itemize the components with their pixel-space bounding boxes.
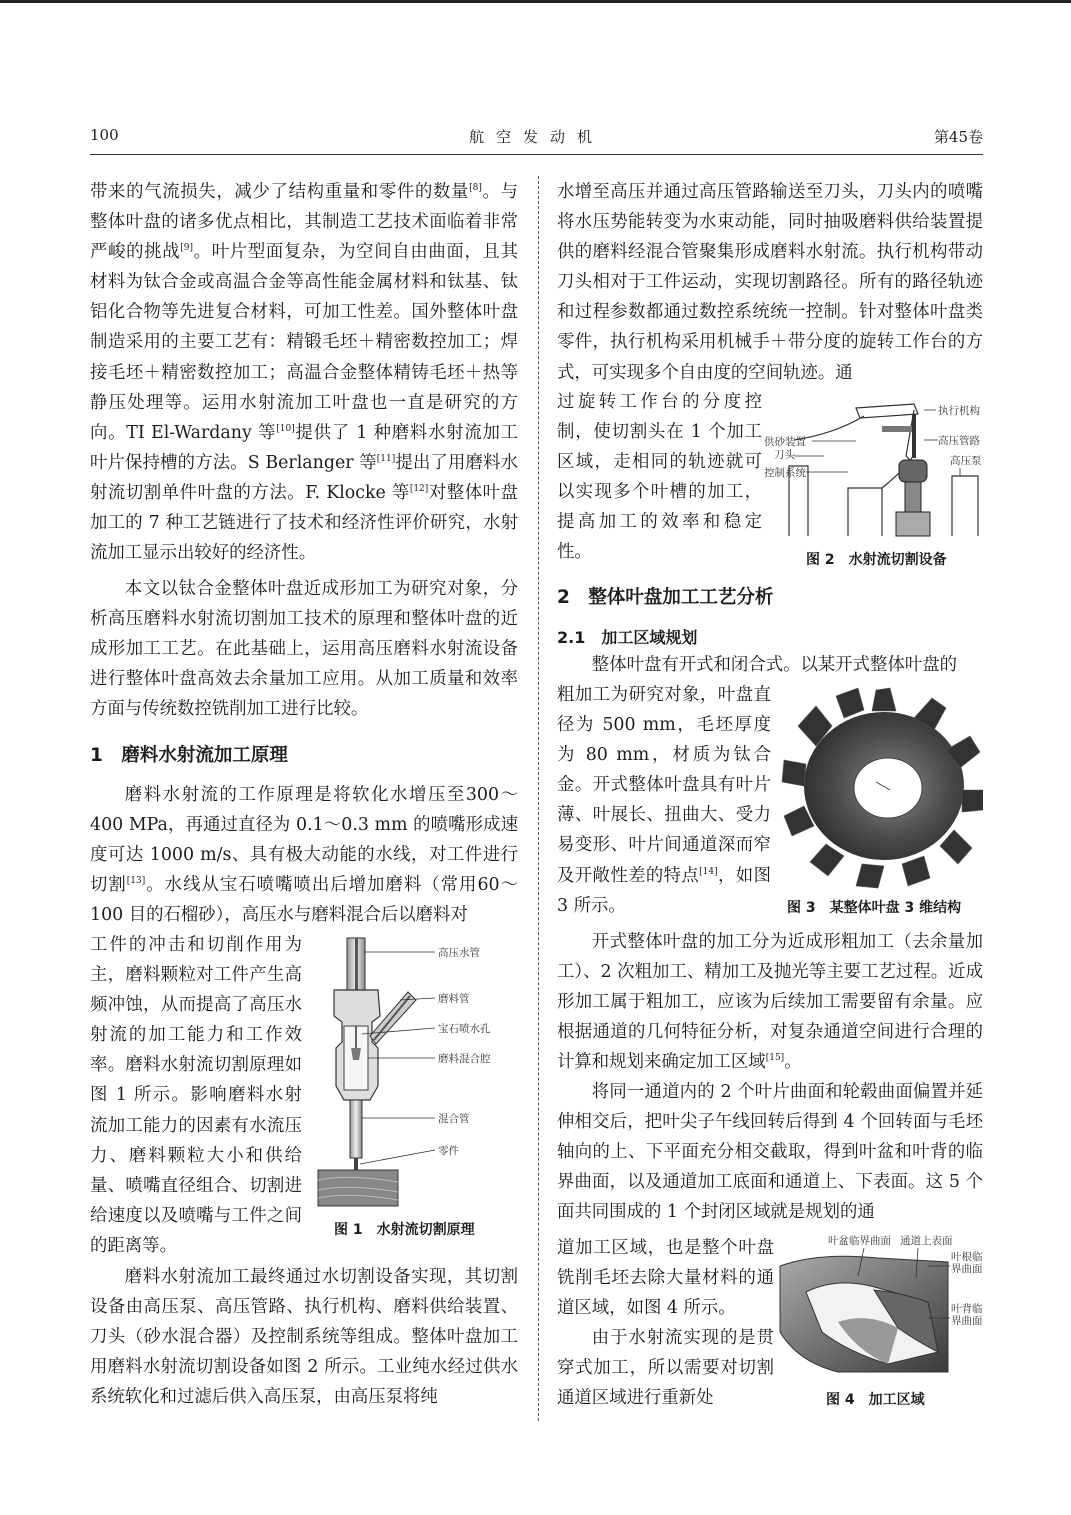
- paragraph-intro-continued: 带来的气流损失，减少了结构重量和零件的数量[8]。与整体叶盘的诸多优点相比，其制造工艺技术面临着非常严峻的挑战[9]。叶片型面复杂，为空间自由曲面，且其材料为钛合金或高温合金等高性能金属材料和钛基、钛铝化合物等先进复合材料，可加工性差。国外整体叶盘制造采用的主要工艺有：精锻毛坯＋精密数控加工；焊接毛坯＋精密数控加工；高温合金整体精铸毛坯＋热等静压处理等。运用水射流加工叶盘也一直是研究的方向。TI El-Wardany 等[10]提供了 1 种磨料水射流加工叶片保持槽的方法。S Berlanger 等[11]提出了用磨料水射流切割单件叶盘的方法。F. Klocke 等[12]对整体叶盘加工的 7 种工艺链进行了技术和经济性评价研究，水射流加工显示出较好的经济性。: [90, 182, 519, 564]
- paragraph-region-definition-wrap: 道加工区域，也是整个叶盘铣削毛坯去除大量材料的通道区域，如图 4 所示。: [557, 1238, 774, 1319]
- fig4-label-root-face: 叶根临界曲面: [951, 1251, 983, 1275]
- paragraph-through-cut: 由于水射流实现的是贯穿式加工，所以需要对切割通道区域进行重新处: [557, 1328, 774, 1409]
- header-rule: [90, 154, 983, 155]
- fig1-label-abrasive-pipe: 磨料管: [438, 993, 470, 1005]
- column-divider: [538, 176, 539, 1421]
- fig1-label-workpiece: 零件: [438, 1145, 459, 1157]
- fig2-label-abrasive-feeder: 供砂装置: [764, 436, 806, 448]
- paragraph-process-stages: 开式整体叶盘的加工分为近成形粗加工（去余量加工）、2 次粗加工、精加工及抛光等主要工艺过程。近成形加工属于粗加工，应该为后续加工需要留有余量。应根据通道的几何特征分析，对复杂通道空间进行合理的计算和规划来确定加工区域[15]。: [557, 932, 983, 1073]
- waterjet-equipment-diagram: [764, 396, 983, 538]
- fig2-label-actuator: 执行机构: [938, 405, 980, 417]
- figure-1-caption: 图 1 水射流切割原理: [334, 1222, 475, 1238]
- fig1-label-mixing-chamber: 磨料混合腔: [438, 1053, 491, 1065]
- fig4-label-pressure-face: 叶盆临界曲面: [828, 1235, 891, 1247]
- paragraph-equipment-wrap: 过旋转工作台的分度控制，使切割头在 1 个加工区域，走相同的轨迹就可以实现多个叶槽的加工，提高加工的效率和稳定性。: [557, 392, 762, 563]
- paragraph-objective: 本文以钛合金整体叶盘近成形加工为研究对象，分析高压磨料水射流切割加工技术的原理和整体叶盘的近成形加工工艺。在此基础上，运用高压磨料水射流设备进行整体叶盘高效去余量加工应用。从加工质量和效率方面与传统数控铣削加工进行比较。: [90, 579, 518, 720]
- figure-4-caption: 图 4 加工区域: [826, 1392, 925, 1408]
- fig4-label-suction-face: 叶背临界曲面: [951, 1303, 983, 1327]
- journal-title: 航空发动机: [468, 128, 604, 146]
- paragraph-region-wrap: 粗加工为研究对象，叶盘直径为 500 mm，毛坯厚度为 80 mm，材质为钛合金。开式整体叶盘具有叶片薄、叶展长、扭曲大、受力易变形、叶片间通道深而窄及开敞性差的特点[14]，如图 3 所示。: [557, 685, 771, 916]
- figure-2-caption: 图 2 水射流切割设备: [806, 552, 947, 568]
- section-heading-2: 2 整体叶盘加工工艺分析: [557, 587, 774, 608]
- section-heading-1: 1 磨料水射流加工原理: [90, 745, 288, 766]
- fig2-label-cutting-head: 刀头: [774, 449, 795, 461]
- blisk-3d-model: [778, 684, 983, 889]
- fig1-label-highpressure-pipe: 高压水管: [438, 947, 480, 959]
- paragraph-region-definition: 将同一通道内的 2 个叶片曲面和轮毂曲面偏置并延伸相交后，把叶尖子午线回转后得到 4 个回转面与毛坯轴向的上、下平面充分相交截取，得到叶盆和叶背的临界曲面，以及通道加工底面和通道上、下表面。这 5 个面共同围成的 1 个封闭区域就是规划的通: [557, 1082, 983, 1223]
- figure-4: [778, 1232, 983, 1380]
- volume-label: 第45卷: [933, 128, 983, 146]
- paragraph-equipment: 磨料水射流加工最终通过水切割设备实现，其切割设备由高压泵、高压管路、执行机构、磨料供给装置、刀头（砂水混合器）及控制系统等组成。整体叶盘加工用磨料水射流切割设备如图 2 所示。工业纯水经过供水系统软化和过滤后供入高压泵，由高压泵将纯: [90, 1267, 518, 1408]
- fig2-label-hp-line: 高压管路: [938, 435, 980, 447]
- figure-3-caption: 图 3 某整体叶盘 3 维结构: [787, 900, 962, 916]
- fig2-label-hp-pump: 高压泵: [950, 455, 982, 467]
- figure-3: [778, 684, 983, 889]
- top-border: [0, 0, 1071, 3]
- paragraph-principle: 磨料水射流的工作原理是将软化水增压至300～400 MPa，再通过直径为 0.1～0.3 mm 的喷嘴形成速度可达 1000 m/s、具有极大动能的水线，对工件进行切割[13]。水线从宝石喷嘴喷出后增加磨料（常用60～100 目的石榴砂），高压水与磨料混合后以磨料对: [90, 785, 518, 926]
- fig2-label-control-system: 控制系统: [764, 467, 806, 479]
- figure-2: [764, 396, 983, 538]
- waterjet-principle-diagram: [310, 930, 518, 1212]
- paragraph-region-intro: 整体叶盘有开式和闭合式。以某开式整体叶盘的: [591, 655, 958, 675]
- fig1-label-mixing-tube: 混合管: [438, 1113, 470, 1125]
- machining-region-diagram: [778, 1232, 983, 1380]
- page-number: 100: [90, 126, 119, 144]
- fig1-label-jewel-orifice: 宝石喷水孔: [438, 1023, 491, 1035]
- section-heading-2-1: 2.1 加工区域规划: [557, 628, 698, 647]
- running-header: [90, 126, 983, 150]
- fig4-label-top-surface: 通道上表面: [900, 1235, 953, 1247]
- paragraph-principle-wrap: 工件的冲击和切削作用为主，磨料颗粒对工件产生高频冲蚀，从而提高了高压水射流的加工能力和工作效率。磨料水射流切割原理如图 1 所示。影响磨料水射流加工能力的因素有水流压力、磨料颗粒大小和供给量、喷嘴直径组合、切割进给速度以及喷嘴与工件之间的距离等。: [90, 935, 302, 1256]
- paragraph-equipment-continued: 水增至高压并通过高压管路输送至刀头，刀头内的喷嘴将水压势能转变为水束动能，同时抽吸磨料供给装置提供的磨料经混合管聚集形成磨料水射流。执行机构带动刀头相对于工件运动，实现切割路径。所有的路径轨迹和过程参数都通过数控系统统一控制。针对整体叶盘类零件，执行机构采用机械手＋带分度的旋转工作台的方式，可实现多个自由度的空间轨迹。通: [557, 182, 983, 383]
- figure-1: [310, 930, 518, 1212]
